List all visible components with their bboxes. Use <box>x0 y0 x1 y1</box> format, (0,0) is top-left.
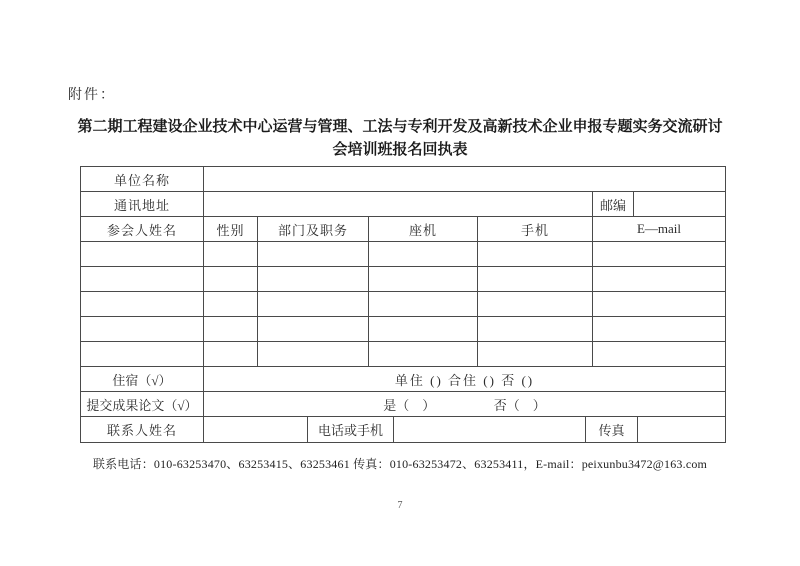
row-contact-person <box>81 417 725 442</box>
postal-code-value-cell <box>634 192 725 216</box>
participant-mobile-cell <box>478 242 593 266</box>
participant-mobile-cell <box>478 292 593 316</box>
participant-row <box>81 342 725 367</box>
header-email: E—mail <box>636 221 682 236</box>
document-title-line1: 第二期工程建设企业技术中心运营与管理、工法与专利开发及高新技术企业申报专题实务交流研讨 <box>77 118 723 135</box>
row-unit-name <box>81 167 725 192</box>
page-number: 7 <box>397 500 403 511</box>
participant-landline-cell <box>369 342 478 366</box>
participant-email-cell <box>593 317 725 341</box>
unit-name-label: 单位名称 <box>81 167 204 191</box>
participant-email-cell <box>593 242 725 266</box>
participant-department-cell <box>258 292 369 316</box>
row-participants-header <box>81 217 725 242</box>
participant-name-cell <box>81 317 204 341</box>
postal-code-label: 邮编 <box>593 192 634 216</box>
participant-row <box>81 267 725 292</box>
participant-gender-cell <box>204 342 258 366</box>
row-paper-submission <box>81 392 725 417</box>
address-label: 通讯地址 <box>81 192 204 216</box>
row-lodging <box>81 367 725 392</box>
participant-landline-cell <box>369 292 478 316</box>
address-value-cell <box>204 192 593 216</box>
document-title-line2: 会培训班报名回执表 <box>332 141 468 158</box>
unit-name-value-cell <box>204 167 725 191</box>
participant-gender-cell <box>204 242 258 266</box>
header-department-position: 部门及职务 <box>258 217 369 241</box>
participant-row <box>81 317 725 342</box>
lodging-label: 住宿（√） <box>81 367 204 391</box>
header-participant-name: 参会人姓名 <box>81 217 204 241</box>
participant-name-cell <box>81 242 204 266</box>
participant-row <box>81 292 725 317</box>
document-title <box>40 115 760 161</box>
footer-contact-info: 联系电话：010-63253470、63253415、63253461 传真：010-63253472、63253411，E-mail：peixunbu3472@163.com <box>92 457 708 471</box>
header-landline: 座机 <box>369 217 478 241</box>
header-mobile: 手机 <box>478 217 593 241</box>
participant-gender-cell <box>204 317 258 341</box>
contact-name-label: 联系人姓名 <box>81 417 204 442</box>
paper-submission-options: 是（ ） 否（ ） <box>383 397 546 413</box>
participant-department-cell <box>258 242 369 266</box>
participant-name-cell <box>81 267 204 291</box>
contact-name-value-cell <box>204 417 308 442</box>
participant-landline-cell <box>369 317 478 341</box>
participant-gender-cell <box>204 267 258 291</box>
contact-phone-value-cell <box>394 417 586 442</box>
registration-form-table <box>80 166 726 443</box>
participant-mobile-cell <box>478 267 593 291</box>
attachment-label: 附件： <box>68 88 116 103</box>
participant-landline-cell <box>369 267 478 291</box>
participant-row <box>81 242 725 267</box>
participant-department-cell <box>258 342 369 366</box>
row-address <box>81 192 725 217</box>
lodging-options: 单住 () 合住 () 否 () <box>394 372 535 388</box>
fax-value-cell <box>638 417 725 442</box>
participant-department-cell <box>258 267 369 291</box>
participant-mobile-cell <box>478 342 593 366</box>
fax-label: 传真 <box>586 417 638 442</box>
participant-mobile-cell <box>478 317 593 341</box>
participant-email-cell <box>593 292 725 316</box>
participant-email-cell <box>593 267 725 291</box>
participant-name-cell <box>81 292 204 316</box>
contact-phone-label: 电话或手机 <box>308 417 394 442</box>
participant-name-cell <box>81 342 204 366</box>
header-gender: 性别 <box>204 217 258 241</box>
participant-landline-cell <box>369 242 478 266</box>
participant-gender-cell <box>204 292 258 316</box>
participant-department-cell <box>258 317 369 341</box>
participant-email-cell <box>593 342 725 366</box>
paper-submission-label: 提交成果论文（√） <box>81 392 204 416</box>
